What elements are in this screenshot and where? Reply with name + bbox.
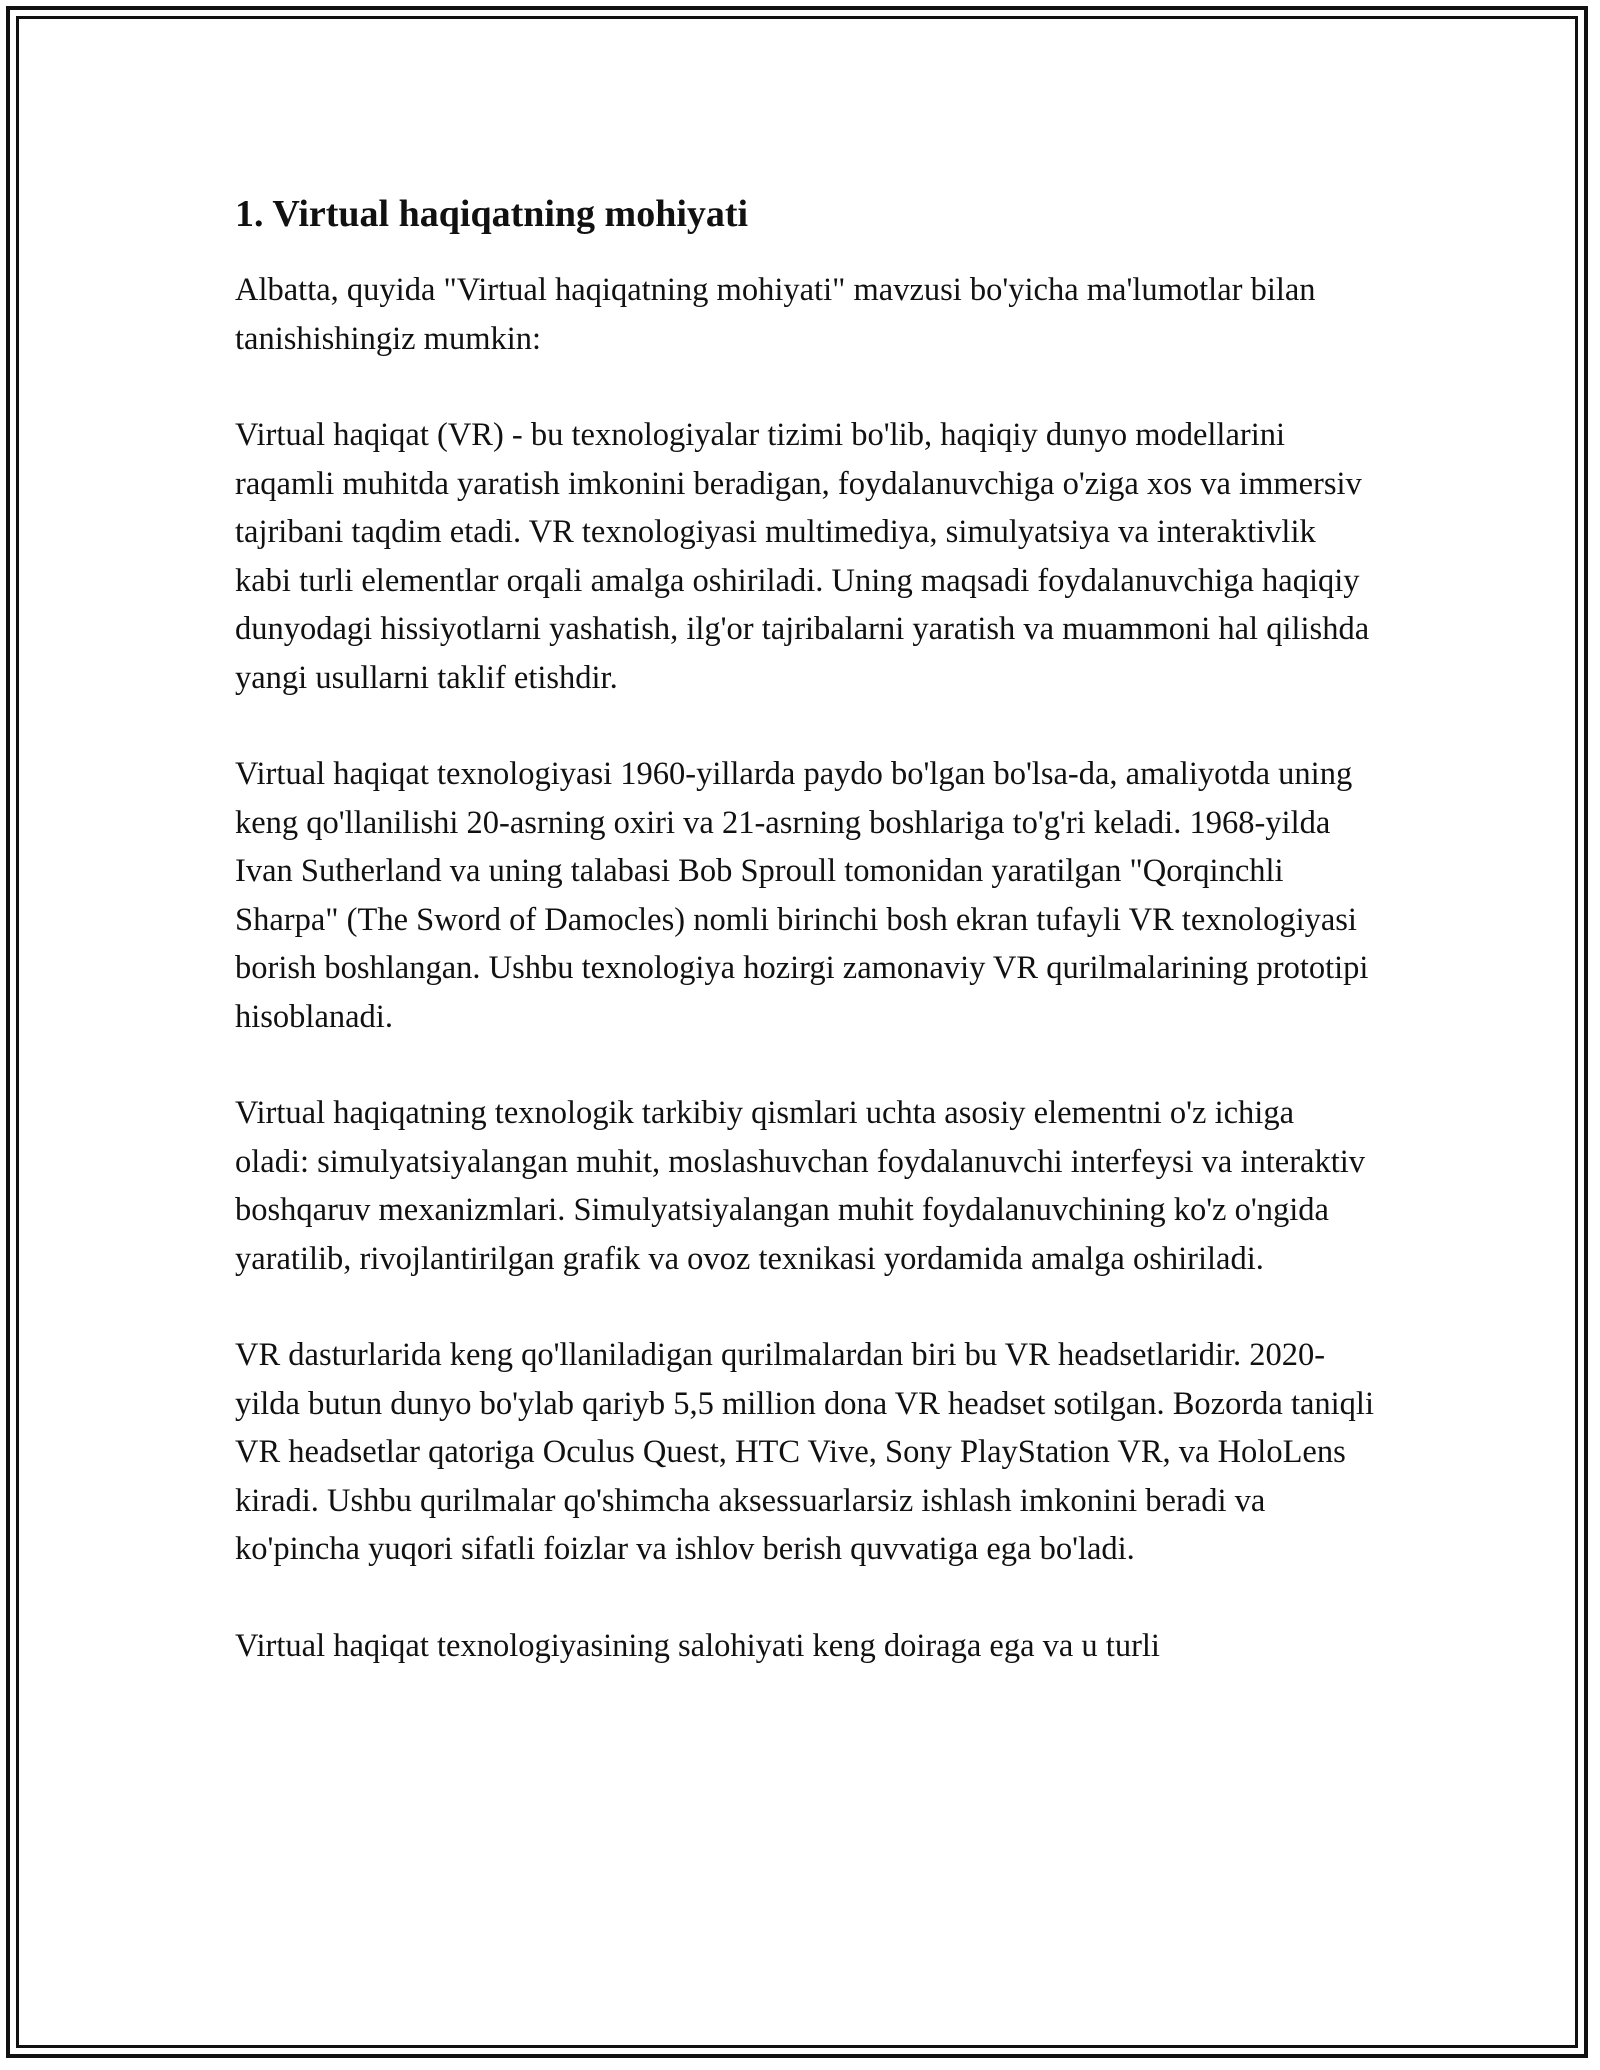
paragraph-potential: Virtual haqiqat texnologiyasining salohiyati keng doiraga ega va u turli [235,1627,1160,1664]
paragraph-definition: Virtual haqiqat (VR) - bu texnologiyalar tizimi bo'lib, haqiqiy dunyo modellarini raqamli muhitda yaratish imkonini beradigan, foydalanuvchiga o'ziga xos va immersiv tajribani taqdim etadi. VR texnologiyasi multimediya, simulyatsiya va interaktivlik kabi turli elementlar orqali amalga oshiriladi. Uning maqsadi foydalanuvchiga haqiqiy dunyodagi hissiyotlarni yashatish, ilg'or tajribalarni yaratish va muammoni hal qilishda yangi usullarni taklif etishdir. [235,417,1370,696]
paragraph-components: Virtual haqiqatning texnologik tarkibiy qismlari uchta asosiy elementni o'z ichiga oladi: simulyatsiyalangan muhit, moslashuvchan foydalanuvchi interfeysi va interaktiv boshqaruv mexanizmlari. Simulyatsiyalangan muhit foydalanuvchining ko'z o'ngida yaratilib, rivojlantirilgan grafik va ovoz texnikasi yordamida amalga oshiriladi. [235,1095,1366,1277]
document-body [235,186,1375,1718]
paragraph-history: Virtual haqiqat texnologiyasi 1960-yillarda paydo bo'lgan bo'lsa-da, amaliyotda uning keng qo'llanilishi 20-asrning oxiri va 21-asrning boshlariga to'g'ri keladi. 1968-yilda Ivan Sutherland va uning talabasi Bob Sproull tomonidan yaratilgan "Qorqinchli Sharpa" (The Sword of Damocles) nomli birinchi bosh ekran tufayli VR texnologiyasi borish boshlangan. Ushbu texnologiya hozirgi zamonaviy VR qurilmalarining prototipi hisoblanadi. [235,756,1369,1035]
paragraph-headsets: VR dasturlarida keng qo'llaniladigan qurilmalardan biri bu VR headsetlaridir. 2020-yilda butun dunyo bo'ylab qariyb 5,5 million dona VR headset sotilgan. Bozorda taniqli VR headsetlar qatoriga Oculus Quest, HTC Vive, Sony PlayStation VR, va HoloLens kiradi. Ushbu qurilmalar qo'shimcha aksessuarlarsiz ishlash imkonini beradi va ko'pincha yuqori sifatli foizlar va ishlov berish quvvatiga ega bo'ladi. [235,1337,1374,1567]
section-heading: 1. Virtual haqiqatning mohiyati [235,193,749,235]
paragraph-intro: Albatta, quyida "Virtual haqiqatning mohiyati" mavzusi bo'yicha ma'lumotlar bilan tanishishingiz mumkin: [235,272,1316,357]
